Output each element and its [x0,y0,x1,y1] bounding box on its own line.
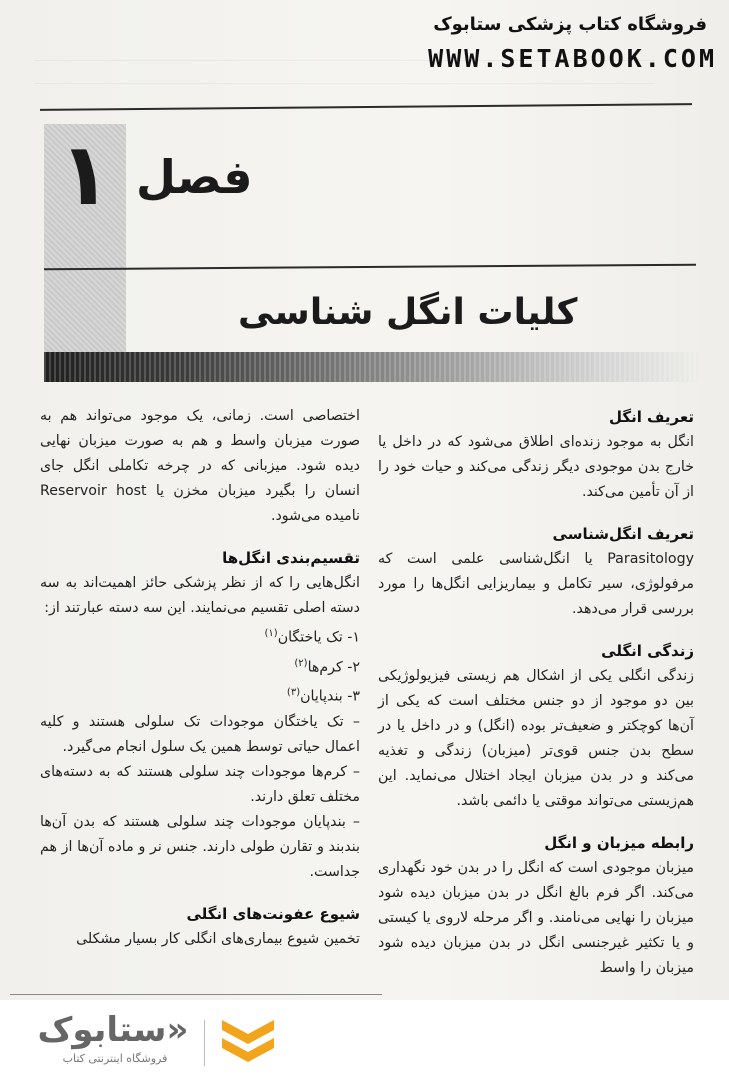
top-rule [40,103,692,111]
list-item-text: ۳- بندپایان [300,689,360,706]
intro-paragraph: اختصاصی است. زمانی، یک موجود می‌تواند هم به صورت میزبان واسط و هم به صورت میزبان نهایی دیده شود. میزبانی که در چرخه تکاملی انگل جای انسان را بگیرد میزبان مخزن یا Reservoir host نامیده می‌شود. [40,408,361,524]
section-body-parasitology: Parasitology یا انگل‌شناسی علمی است که مرفولوژی، سیر تکامل و بیماریزایی انگل‌ها را مورد بررسی قرار می‌دهد. [378,551,694,617]
chapter-word: فصل [136,150,253,204]
left-column [40,404,360,952]
chapter-title: کلیات انگل شناسی [238,292,578,333]
store-url[interactable]: WWW.SETABOOK.COM [428,44,717,73]
bullet-worms: – کرم‌ها موجودات چند سلولی هستند که به دسته‌های مختلف تعلق دارند. [40,764,360,806]
bullet-protozoa: – تک یاختگان موجودات تک سلولی هستند و کلیه اعمال حیاتی توسط همین یک سلول انجام می‌گیرد. [40,714,360,756]
list-item-text: ۱- تک یاختگان [277,629,360,646]
bullet-arthropods: – بندپایان موجودات چند سلولی هستند که بدن آن‌ها بندبند و تقارن طولی دارند. جنس نر و ماده آن‌ها از هم جداست. [40,814,360,881]
section-body-parasite: انگل به موجود زنده‌ای اطلاق می‌شود که در داخل یا خارج بدن موجودی دیگر زندگی می‌کند و حیات خود را از آن تأمین می‌کند. [378,434,694,500]
section-heading-parasite: تعریف انگل [608,408,694,426]
section-heading-parasitic-life: زندگی انگلی [601,642,694,660]
store-title: فروشگاه کتاب پزشکی ستابوک [433,14,707,35]
chapter-number: ۱ [58,125,112,225]
logo-wordmark: «ستابوک [37,1010,189,1050]
section-heading-prevalence: شیوع عفونت‌های انگلی [186,905,360,924]
footnote-rule [10,994,382,995]
list-item [40,621,360,651]
title-gradient-band [44,352,699,382]
list-item [40,680,360,710]
footnote-marker: (۲) [294,657,308,669]
list-item-text: ۲- کرم‌ها [307,659,360,676]
footnote-marker: (۱) [264,628,278,639]
setabook-logo-icon [218,1016,278,1068]
section-body-classification: انگل‌هایی را که از نظر پزشکی حائز اهمیت‌اند به سه دسته اصلی تقسیم می‌نمایند. این سه دسته عبارتند از: [40,575,360,616]
right-column [378,404,694,981]
section-heading-host-relation: رابطه میزبان و انگل [544,834,694,852]
footnote-marker: (۳) [286,687,301,699]
logo-divider [204,1020,205,1066]
middle-rule [44,264,696,271]
section-heading-classification: تقسیم‌بندی انگل‌ها [222,549,360,567]
section-body-host-relation: میزبان موجودی است که انگل را در بدن خود نگهداری می‌کند. اگر فرم بالغ انگل در بدن میزبان دیده شود میزبان را نهایی می‌نامند. و اگر مرحله لاروی یا کیستی و یا تکثیر غیرجنسی انگل در بدن میزبان دیده شود میزبان را واسط [378,860,694,976]
section-heading-parasitology: تعریف انگل‌شناسی [552,525,694,543]
list-item [40,651,360,681]
section-body-prevalence: تخمین شیوع بیماری‌های انگلی کار بسیار مشکلی [76,931,360,948]
section-body-parasitic-life: زندگی انگلی یکی از اشکال هم زیستی فیزیولوژیکی بین دو موجود از دو جنس مختلف است که یکی از آن‌ها کوچکتر و ضعیف‌تر بوده (انگل) و در داخل یا در سطح بدن جنس قوی‌تر (میزبان) زندگی و تغذیه می‌کند و در بدن میزبان ایجاد اختلال می‌نماید. این هم‌زیستی می‌تواند موقتی یا دائمی باشد. [378,668,694,809]
logo-subtitle: فروشگاه اینترنتی کتاب [62,1052,168,1065]
